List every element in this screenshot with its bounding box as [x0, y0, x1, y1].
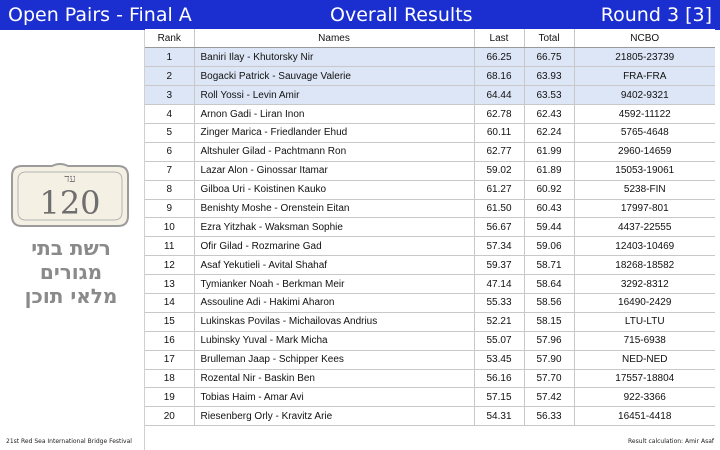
last-score-cell: 64.44 — [474, 86, 524, 105]
col-header-names: Names — [194, 29, 474, 48]
names-cell: Zinger Marica - Friedlander Ehud — [194, 123, 474, 142]
ncbo-cell: 715-6938 — [574, 331, 715, 350]
table-row — [145, 48, 715, 67]
sponsor-tagline-line1: רשת בתי מגורים — [31, 236, 111, 284]
names-cell: Lazar Alon - Ginossar Itamar — [194, 161, 474, 180]
ncbo-cell: 922-3366 — [574, 388, 715, 407]
col-header-total: Total — [524, 29, 574, 48]
total-score-cell: 58.71 — [524, 256, 574, 275]
total-score-cell: 62.24 — [524, 123, 574, 142]
total-score-cell: 57.90 — [524, 350, 574, 369]
names-cell: Gilboa Uri - Koistinen Kauko — [194, 180, 474, 199]
names-cell: Lubinsky Yuval - Mark Micha — [194, 331, 474, 350]
names-cell: Assouline Adi - Hakimi Aharon — [194, 293, 474, 312]
table-row — [145, 312, 715, 331]
table-row — [145, 407, 715, 426]
rank-cell: 7 — [145, 161, 194, 180]
ncbo-cell: 18268-18582 — [574, 256, 715, 275]
table-row — [145, 67, 715, 86]
total-score-cell: 63.53 — [524, 86, 574, 105]
logo-hebrew-top: עד — [64, 172, 76, 185]
sponsor-tagline-line2: מלאי תוכן — [24, 284, 118, 308]
last-score-cell: 52.21 — [474, 312, 524, 331]
rank-cell: 14 — [145, 293, 194, 312]
col-header-ncbo: NCBO — [574, 29, 715, 48]
last-score-cell: 59.02 — [474, 161, 524, 180]
rank-cell: 19 — [145, 388, 194, 407]
names-cell: Ofir Gilad - Rozmarine Gad — [194, 237, 474, 256]
festival-footer: 21st Red Sea International Bridge Festival — [6, 438, 132, 445]
rank-cell: 1 — [145, 48, 194, 67]
rank-cell: 17 — [145, 350, 194, 369]
title-bar — [0, 0, 720, 30]
total-score-cell: 62.43 — [524, 105, 574, 124]
rank-cell: 11 — [145, 237, 194, 256]
rank-cell: 10 — [145, 218, 194, 237]
names-cell: Benishty Moshe - Orenstein Eitan — [194, 199, 474, 218]
ncbo-cell: 16451-4418 — [574, 407, 715, 426]
total-score-cell: 59.44 — [524, 218, 574, 237]
total-score-cell: 60.43 — [524, 199, 574, 218]
last-score-cell: 54.31 — [474, 407, 524, 426]
last-score-cell: 47.14 — [474, 275, 524, 294]
results-table — [145, 29, 715, 426]
ncbo-cell: 3292-8312 — [574, 275, 715, 294]
total-score-cell: 56.33 — [524, 407, 574, 426]
names-cell: Tymianker Noah - Berkman Meir — [194, 275, 474, 294]
last-score-cell: 56.16 — [474, 369, 524, 388]
last-score-cell: 66.25 — [474, 48, 524, 67]
rank-cell: 8 — [145, 180, 194, 199]
ncbo-cell: NED-NED — [574, 350, 715, 369]
table-row — [145, 105, 715, 124]
rank-cell: 3 — [145, 86, 194, 105]
names-cell: Arnon Gadi - Liran Inon — [194, 105, 474, 124]
total-score-cell: 57.42 — [524, 388, 574, 407]
table-row — [145, 237, 715, 256]
names-cell: Brulleman Jaap - Schipper Kees — [194, 350, 474, 369]
ncbo-cell: 2960-14659 — [574, 142, 715, 161]
table-row — [145, 142, 715, 161]
round-label: Round 3 [3] — [600, 4, 712, 26]
ncbo-cell: 4437-22555 — [574, 218, 715, 237]
total-score-cell: 60.92 — [524, 180, 574, 199]
event-title: Open Pairs - Final A — [8, 4, 192, 26]
last-score-cell: 61.50 — [474, 199, 524, 218]
ncbo-cell: 21805-23739 — [574, 48, 715, 67]
ncbo-cell: 5238-FIN — [574, 180, 715, 199]
last-score-cell: 62.77 — [474, 142, 524, 161]
names-cell: Rozental Nir - Baskin Ben — [194, 369, 474, 388]
table-row — [145, 86, 715, 105]
total-score-cell: 57.70 — [524, 369, 574, 388]
col-header-last: Last — [474, 29, 524, 48]
rank-cell: 9 — [145, 199, 194, 218]
names-cell: Lukinskas Povilas - Michailovas Andrius — [194, 312, 474, 331]
table-row — [145, 293, 715, 312]
rank-cell: 6 — [145, 142, 194, 161]
table-row — [145, 180, 715, 199]
total-score-cell: 57.96 — [524, 331, 574, 350]
ncbo-cell: 12403-10469 — [574, 237, 715, 256]
ncbo-cell: 5765-4648 — [574, 123, 715, 142]
table-row — [145, 123, 715, 142]
names-cell: Altshuler Gilad - Pachtmann Ron — [194, 142, 474, 161]
results-body — [145, 48, 715, 426]
last-score-cell: 55.07 — [474, 331, 524, 350]
table-row — [145, 331, 715, 350]
total-score-cell: 66.75 — [524, 48, 574, 67]
sponsor-logo — [8, 162, 132, 230]
col-header-rank: Rank — [145, 29, 194, 48]
total-score-cell: 61.99 — [524, 142, 574, 161]
total-score-cell: 58.64 — [524, 275, 574, 294]
rank-cell: 5 — [145, 123, 194, 142]
rank-cell: 18 — [145, 369, 194, 388]
names-cell: Tobias Haim - Amar Avi — [194, 388, 474, 407]
last-score-cell: 56.67 — [474, 218, 524, 237]
last-score-cell: 57.34 — [474, 237, 524, 256]
total-score-cell: 63.93 — [524, 67, 574, 86]
last-score-cell: 53.45 — [474, 350, 524, 369]
total-score-cell: 59.06 — [524, 237, 574, 256]
names-cell: Roll Yossi - Levin Amir — [194, 86, 474, 105]
ncbo-cell: 17997-801 — [574, 199, 715, 218]
last-score-cell: 55.33 — [474, 293, 524, 312]
last-score-cell: 60.11 — [474, 123, 524, 142]
total-score-cell: 61.89 — [524, 161, 574, 180]
total-score-cell: 58.15 — [524, 312, 574, 331]
rank-cell: 16 — [145, 331, 194, 350]
names-cell: Riesenberg Orly - Kravitz Arie — [194, 407, 474, 426]
table-row — [145, 350, 715, 369]
rank-cell: 2 — [145, 67, 194, 86]
ncbo-cell: FRA-FRA — [574, 67, 715, 86]
sponsor-tagline — [4, 236, 138, 308]
rank-cell: 13 — [145, 275, 194, 294]
last-score-cell: 62.78 — [474, 105, 524, 124]
calculation-credit: Result calculation: Amir Asaf — [628, 438, 714, 445]
ncbo-cell: 9402-9321 — [574, 86, 715, 105]
names-cell: Asaf Yekutieli - Avital Shahaf — [194, 256, 474, 275]
last-score-cell: 61.27 — [474, 180, 524, 199]
ncbo-cell: 15053-19061 — [574, 161, 715, 180]
rank-cell: 20 — [145, 407, 194, 426]
table-row — [145, 161, 715, 180]
rank-cell: 15 — [145, 312, 194, 331]
table-row — [145, 218, 715, 237]
last-score-cell: 68.16 — [474, 67, 524, 86]
results-header-row — [145, 29, 715, 48]
logo-number: 120 — [39, 184, 101, 222]
last-score-cell: 59.37 — [474, 256, 524, 275]
names-cell: Bogacki Patrick - Sauvage Valerie — [194, 67, 474, 86]
total-score-cell: 58.56 — [524, 293, 574, 312]
table-row — [145, 388, 715, 407]
page-title: Overall Results — [330, 4, 473, 26]
last-score-cell: 57.15 — [474, 388, 524, 407]
ncbo-cell: 17557-18804 — [574, 369, 715, 388]
names-cell: Baniri Ilay - Khutorsky Nir — [194, 48, 474, 67]
ncbo-cell: 16490-2429 — [574, 293, 715, 312]
ncbo-cell: 4592-11122 — [574, 105, 715, 124]
rank-cell: 12 — [145, 256, 194, 275]
rank-cell: 4 — [145, 105, 194, 124]
table-row — [145, 256, 715, 275]
table-row — [145, 199, 715, 218]
table-row — [145, 275, 715, 294]
table-row — [145, 369, 715, 388]
names-cell: Ezra Yitzhak - Waksman Sophie — [194, 218, 474, 237]
ncbo-cell: LTU-LTU — [574, 312, 715, 331]
